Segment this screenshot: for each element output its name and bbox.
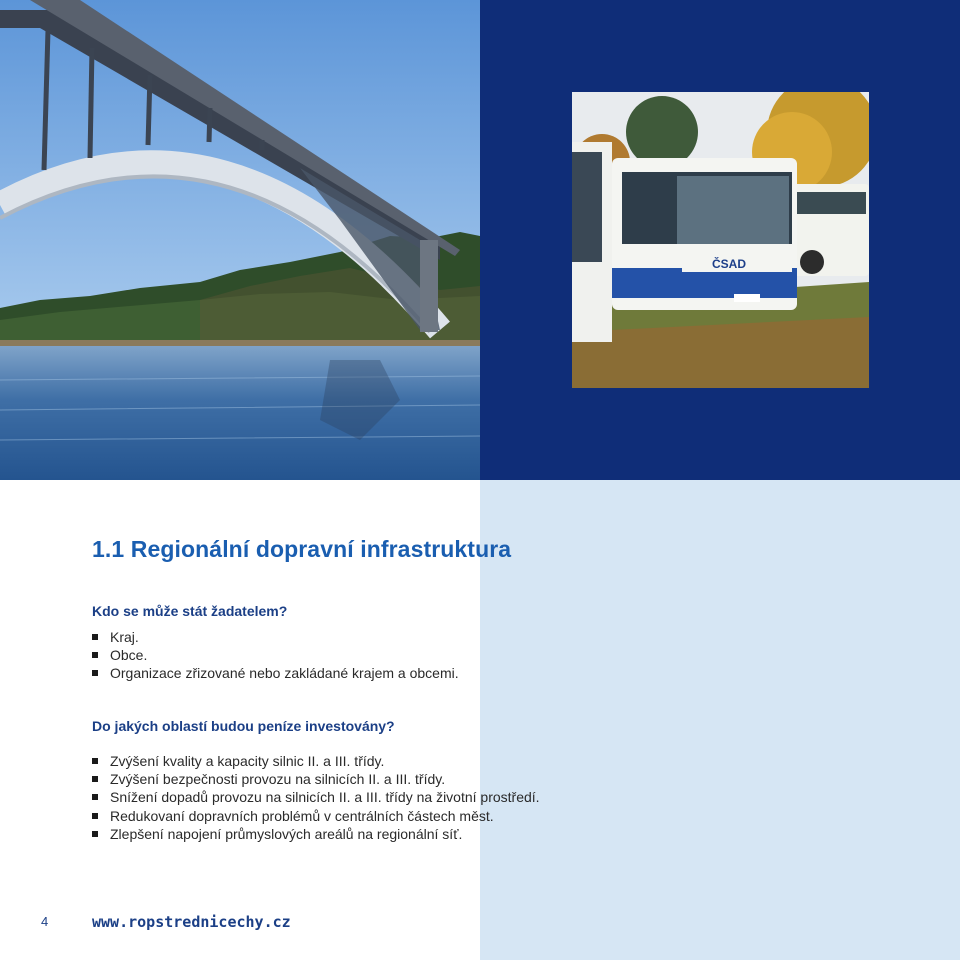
square-bullet-icon bbox=[92, 670, 98, 676]
investments-list bbox=[92, 752, 540, 843]
list-item: Kraj. bbox=[92, 628, 459, 646]
page-number: 4 bbox=[41, 914, 49, 929]
list-item: Zlepšení napojení průmyslových areálů na regionální síť. bbox=[92, 825, 540, 843]
section-title: 1.1 Regionální dopravní infrastruktura bbox=[92, 536, 512, 562]
bus-logo-text: ČSAD bbox=[712, 257, 747, 271]
square-bullet-icon bbox=[92, 831, 98, 837]
website-link[interactable]: www.ropstrednicechy.cz bbox=[92, 913, 291, 931]
square-bullet-icon bbox=[92, 794, 98, 800]
list-item: Zvýšení bezpečnosti provozu na silnicích II. a III. třídy. bbox=[92, 770, 540, 788]
list-item: Organizace zřizované nebo zakládané krajem a obcemi. bbox=[92, 664, 459, 682]
bridge-photo bbox=[0, 0, 480, 480]
bus-photo bbox=[572, 92, 869, 388]
light-blue-background-block bbox=[480, 480, 960, 960]
square-bullet-icon bbox=[92, 758, 98, 764]
list-item: Zvýšení kvality a kapacity silnic II. a III. třídy. bbox=[92, 752, 540, 770]
square-bullet-icon bbox=[92, 652, 98, 658]
applicants-list bbox=[92, 628, 459, 683]
investments-question: Do jakých oblastí budou peníze investovány? bbox=[92, 718, 395, 734]
list-item: Redukovaní dopravních problémů v centrálních částech měst. bbox=[92, 807, 540, 825]
list-item: Obce. bbox=[92, 646, 459, 664]
applicants-question: Kdo se může stát žadatelem? bbox=[92, 603, 288, 619]
square-bullet-icon bbox=[92, 634, 98, 640]
square-bullet-icon bbox=[92, 776, 98, 782]
square-bullet-icon bbox=[92, 813, 98, 819]
list-item: Snížení dopadů provozu na silnicích II. a III. třídy na životní prostředí. bbox=[92, 788, 540, 806]
